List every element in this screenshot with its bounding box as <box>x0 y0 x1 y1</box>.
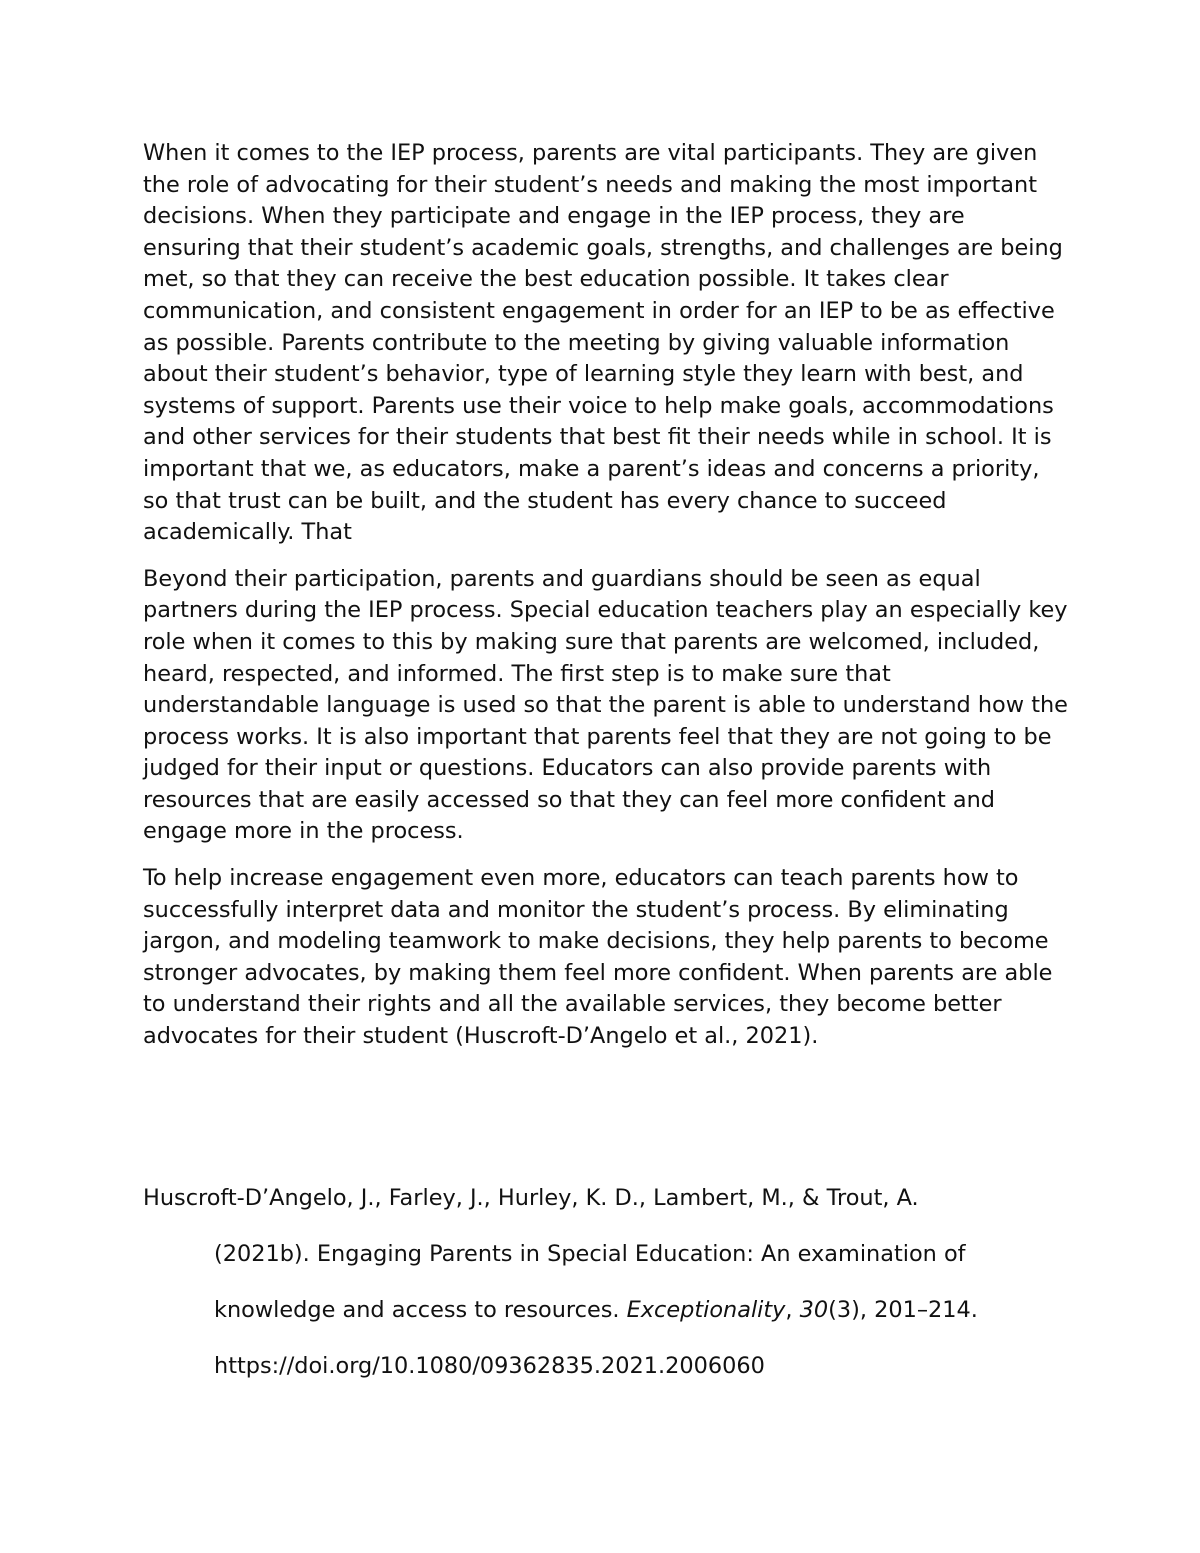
document-body <box>143 138 1068 1068</box>
reference-separator: , <box>785 1297 800 1323</box>
paragraph-2: Beyond their participation, parents and guardians should be seen as equal partners during the IEP process. Special education teachers play an especially key role when it comes to this by making sure that parents are welcomed, included, heard, respected, and informed. The first step is to make sure that understandable language is used so that the parent is able to understand how the process works. It is also important that parents feel that they are not going to be judged for their input or questions. Educators can also provide parents with resources that are easily accessed so that they can feel more confident and engage more in the process. <box>143 565 1068 845</box>
reference-source <box>143 1282 1073 1338</box>
paragraph-1: When it comes to the IEP process, parents are vital participants. They are given the role of advocating for their student’s needs and making the most important decisions. When they participate and engage in the IEP process, they are ensuring that their student’s academic goals, strengths, and challenges are being met, so that they can receive the best education possible. It takes clear communication, and consistent engagement in order for an IEP to be as effective as possible. Parents contribute to the meeting by giving valuable information about their student’s behavior, type of learning style they learn with best, and systems of support. Parents use their voice to help make goals, accommodations and other services for their students that best fit their needs while in school. It is important that we, as educators, make a parent’s ideas and concerns a priority, so that trust can be built, and the student has every chance to succeed academically. That <box>143 140 1063 546</box>
reference-doi-link[interactable]: https://doi.org/10.1080/09362835.2021.2006060 <box>214 1353 765 1379</box>
reference-volume: 30 <box>799 1297 829 1323</box>
reference-year-title: (2021b). Engaging Parents in Special Education: An examination of <box>214 1241 966 1267</box>
paragraph-3: To help increase engagement even more, educators can teach parents how to successfully interpret data and monitor the student’s process. By eliminating jargon, and modeling teamwork to make decisions, they help parents to become stronger advocates, by making them feel more confident. When parents are able to understand their rights and all the available services, they become better advocates for their student (Huscroft-D’Angelo et al., 2021). <box>143 865 1053 1050</box>
reference-issue-pages: (3), 201–214. <box>828 1297 978 1323</box>
reference-entry <box>143 1170 1073 1394</box>
reference-authors: Huscroft-D’Angelo, J., Farley, J., Hurley, K. D., Lambert, M., & Trout, A. <box>143 1185 919 1211</box>
reference-title-end: knowledge and access to resources. <box>214 1297 627 1323</box>
reference-journal: Exceptionality <box>626 1297 786 1323</box>
